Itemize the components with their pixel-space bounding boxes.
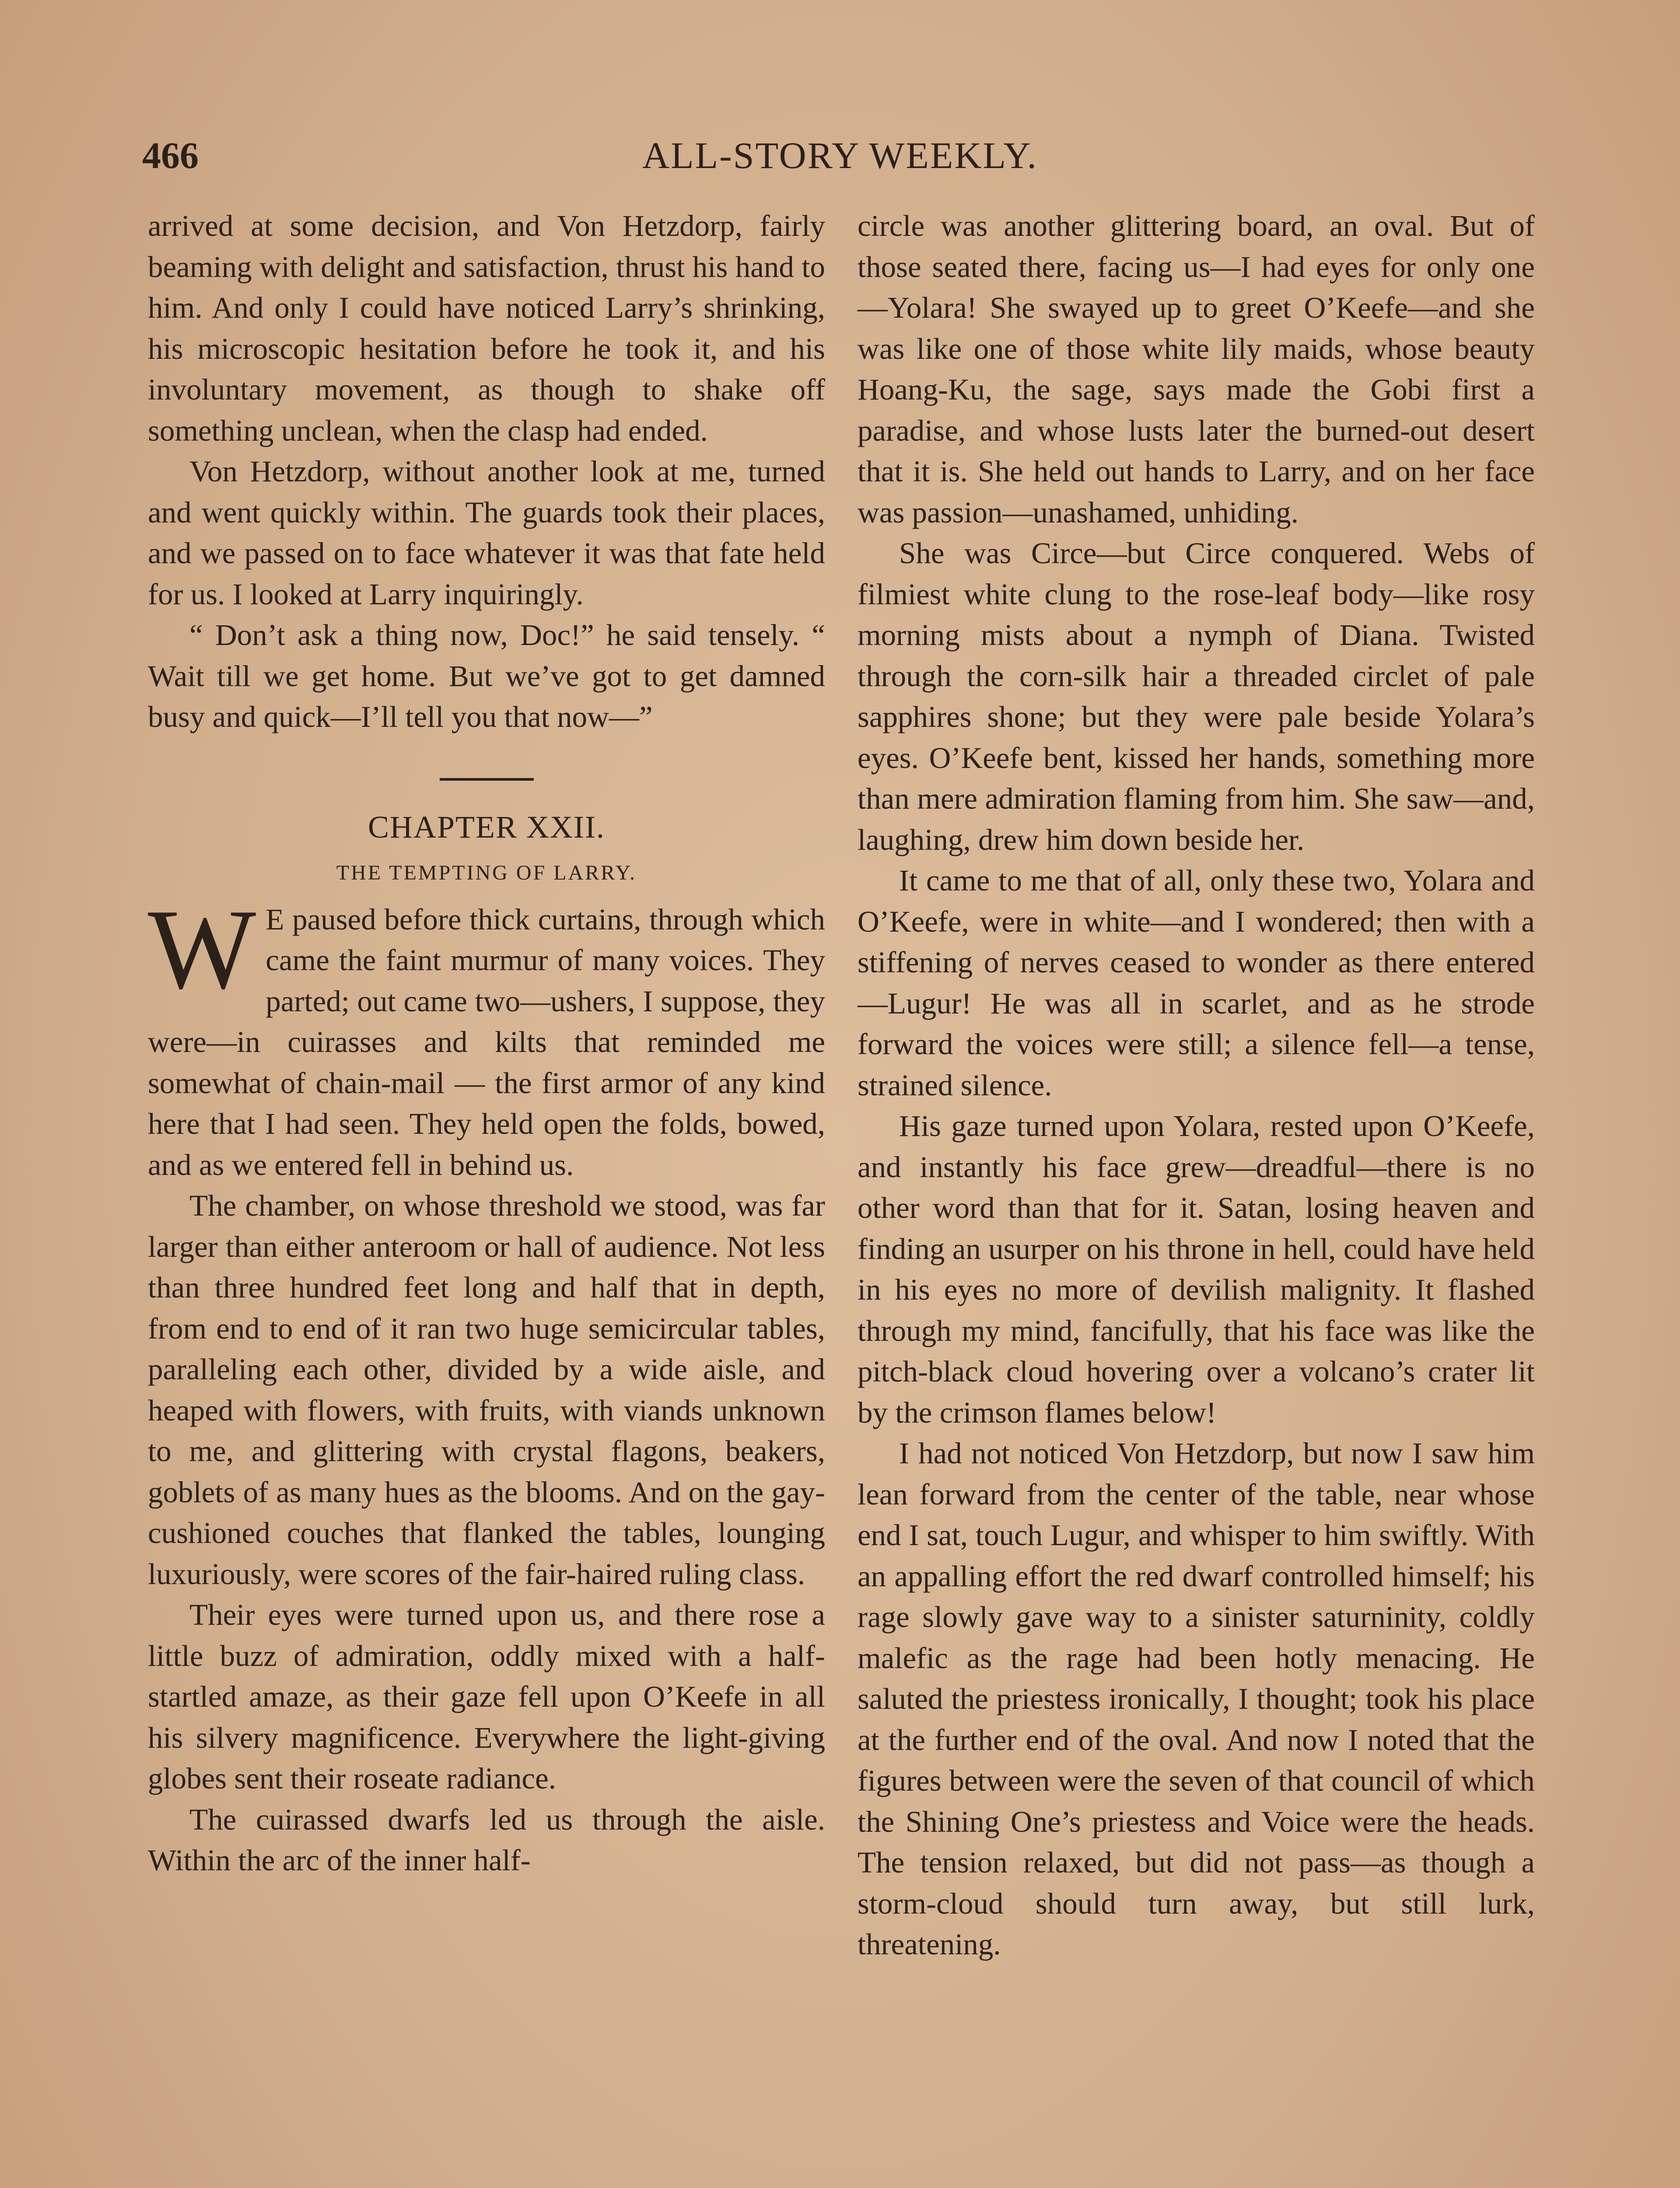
paragraph: arrived at some decision, and Von Hetzdorp, fairly beaming with delight and satisfaction, thrust his hand to him. And only I could have noticed Larry’s shrinking, his microscopic hesitation before he took it, and his involuntary movement, as though to shake off something unclean, when the clasp had ended. (148, 209, 825, 447)
running-title: ALL-STORY WEEKLY. (642, 134, 1038, 176)
section-divider (440, 778, 534, 781)
paragraph: It came to me that of all, only these two, Yolara and O’Keefe, were in white—and I wondered; then with a stiffening of nerves ceased to wonder as there entered—Lugur! He was all in scarlet, and as he strode forward the voices were still; a silence fell—a tense, strained silence. (858, 864, 1535, 1102)
page-header (0, 127, 1680, 184)
paragraph: His gaze turned upon Yolara, rested upon O’Keefe, and instantly his face grew—dreadful—there is no other word than that for it. Satan, losing heaven and finding an usurper on his throne in hell, could have held in his eyes no more of devilish malignity. It flashed through my mind, fancifully, that his face was like the pitch-black cloud hovering over a volcano’s crater lit by the crimson flames below! (858, 1109, 1535, 1429)
page-number: 466 (142, 134, 199, 176)
left-column (148, 206, 825, 1881)
paragraph: The chamber, on whose threshold we stood, was far larger than either anteroom or hall of audience. Not less than three hundred feet long and half that in depth, from end to end of it ran two huge semicircular tables, paralleling each other, divided by a wide aisle, and heaped with flowers, with fruits, with viands unknown to me, and glittering with crystal flagons, beakers, goblets of as many hues as the blooms. And on the gay-cushioned couches that flanked the tables, lounging luxuriously, were scores of the fair-haired ruling class. (148, 1189, 825, 1591)
paragraph: “ Don’t ask a thing now, Doc!” he said tensely. “ Wait till we get home. But we’ve got to get damned busy and quick—I’ll tell you that now—” (148, 618, 825, 733)
paragraph-text: E paused before thick curtains, through which came the faint murmur of many voices. They parted; out came two—ushers, I suppose, they were—in cuirasses and kilts that reminded me somewhat of chain-mail — the first armor of any kind here that I had seen. They held open the folds, bowed, and as we entered fell in behind us. (148, 902, 825, 1182)
paragraph: She was Circe—but Circe conquered. Webs of filmiest white clung to the rose-leaf body—like rosy morning mists about a nymph of Diana. Twisted through the corn-silk hair a threaded circlet of pale sapphires shone; but they were pale beside Yolara’s eyes. O’Keefe bent, kissed her hands, something more than mere admiration flaming from him. She saw—and, laughing, drew him down beside her. (858, 536, 1535, 856)
chapter-subtitle: THE TEMPTING OF LARRY. (336, 861, 637, 884)
chapter-heading: CHAPTER XXII. (368, 809, 605, 845)
paragraph: Von Hetzdorp, without another look at me, turned and went quickly within. The guards took their places, and we passed on to face whatever it was that fate held for us. I looked at Larry inquiringly. (148, 455, 825, 611)
paragraph: circle was another glittering board, an oval. But of those seated there, facing us—I had eyes for only one—Yolara! She swayed up to greet O’Keefe—and she was like one of those white lily maids, whose beauty Hoang-Ku, the sage, says made the Gobi first a paradise, and whose lusts later the burned-out desert that it is. She held out hands to Larry, and on her face was passion—unashamed, unhiding. (858, 209, 1535, 529)
paragraph: Their eyes were turned upon us, and there rose a little buzz of admiration, oddly mixed with a half-startled amaze, as their gaze fell upon O’Keefe in all his silvery magnificence. Everywhere the light-giving globes sent their roseate radiance. (148, 1598, 825, 1795)
paragraph: The cuirassed dwarfs led us through the aisle. Within the arc of the inner half- (148, 1802, 825, 1877)
right-column (858, 206, 1535, 1965)
drop-cap: W (148, 885, 256, 1013)
chapter-opening-paragraph (148, 885, 825, 1186)
paragraph: I had not noticed Von Hetzdorp, but now I saw him lean forward from the center of the table, near whose end I sat, touch Lugur, and whisper to him swiftly. With an appalling effort the red dwarf controlled himself; his rage slowly gave way to a sinister saturninity, coldly malefic as the rage had been hotly menacing. He saluted the priestess ironically, I thought; took his place at the further end of the oval. And now I noted that the figures between were the seven of that council of which the Shining One’s priestess and Voice were the heads. The tension relaxed, but did not pass—as though a storm-cloud should turn away, but still lurk, threatening. (858, 1437, 1535, 1961)
